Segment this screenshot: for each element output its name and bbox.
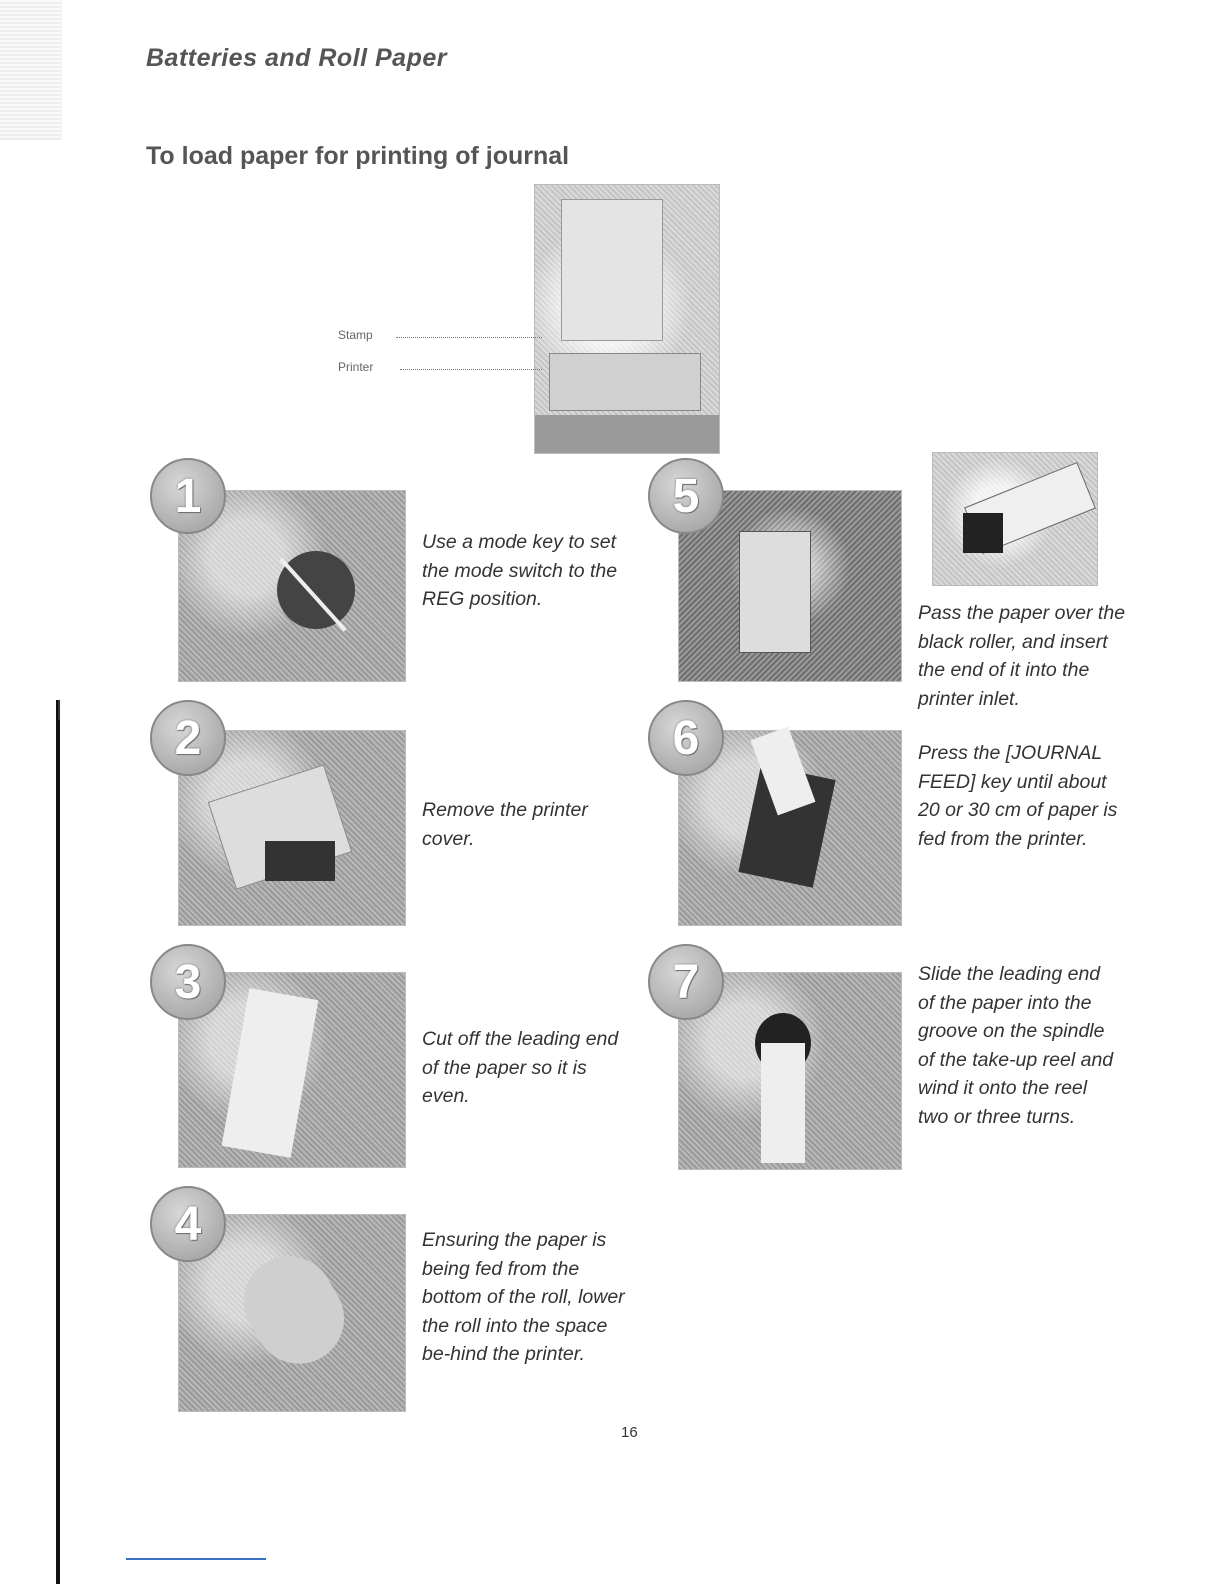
step-1-badge: 1 — [150, 458, 226, 534]
step-5-text: Pass the paper over the black roller, and insert the end of it into the printer inlet. — [918, 602, 1126, 710]
step-7-text: Slide the leading end of the paper into the groove on the spindle of the take-up reel and wind it onto the reel two or three turns. — [918, 963, 1114, 1128]
step-2-badge: 2 — [150, 700, 226, 776]
printer-leader-line — [400, 369, 542, 370]
step-4-badge: 4 — [150, 1186, 226, 1262]
step-1-text: Use a mode key to set the mode switch to the REG position. — [422, 531, 618, 610]
step-2-text: Remove the printer cover. — [422, 799, 588, 850]
binding-edge-line — [56, 700, 60, 1584]
procedure-title: To load paper for printing of journal — [146, 142, 570, 170]
section-title: Batteries and Roll Paper — [146, 44, 447, 72]
page-number: 16 — [621, 1424, 638, 1441]
step-6-text: Press the [JOURNAL FEED] key until about 20 or 30 cm of paper is fed from the printer. — [918, 742, 1118, 850]
binding-edge-tick — [58, 700, 60, 720]
step-4-text: Ensuring the paper is being fed from the bottom of the roll, lower the roll into the space be-hind the printer. — [422, 1229, 625, 1365]
step-3-text: Cut off the leading end of the paper so it is even. — [422, 1028, 619, 1107]
step-6-badge: 6 — [648, 700, 724, 776]
printer-overview-photo — [534, 184, 720, 454]
step-5-badge: 5 — [648, 458, 724, 534]
bottom-edge-line — [126, 1558, 266, 1560]
printer-label: Printer — [338, 360, 374, 374]
stamp-label: Stamp — [338, 328, 373, 342]
step-5-detail-photo — [932, 452, 1098, 586]
step-7-badge: 7 — [648, 944, 724, 1020]
stamp-leader-line — [396, 337, 542, 338]
step-3-badge: 3 — [150, 944, 226, 1020]
scan-edge-artifact — [0, 0, 62, 140]
